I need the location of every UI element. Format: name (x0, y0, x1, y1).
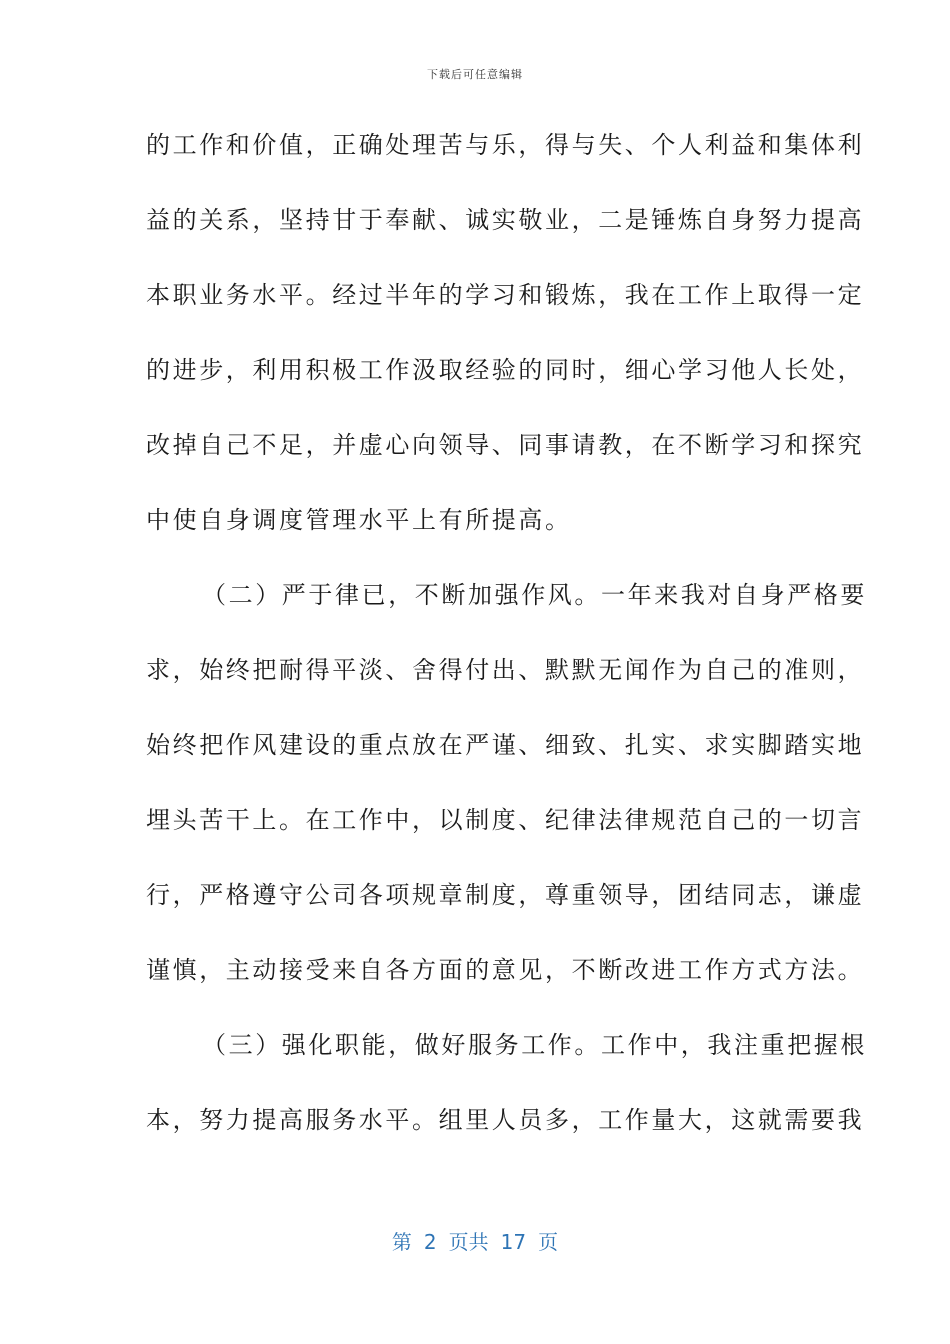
text-line: 求，始终把耐得平淡、舍得付出、默默无闻作为自己的准则， (146, 656, 865, 684)
document-body (146, 121, 867, 1171)
text-line: 改掉自己不足，并虚心向领导、同事请教，在不断学习和探究 (146, 431, 865, 459)
total-pages: 17 (500, 1230, 527, 1254)
text-line: 中使自身调度管理水平上有所提高。 (146, 506, 572, 534)
page-header: 下载后可任意编辑 (427, 68, 523, 81)
page-number: 2 (423, 1230, 437, 1254)
text-line: 的进步，利用积极工作汲取经验的同时，细心学习他人长处， (146, 356, 865, 384)
paragraph-start-line: （三）强化职能，做好服务工作。工作中，我注重把握根 (202, 1031, 867, 1059)
page-prefix: 第 (391, 1230, 412, 1254)
text-line: 埋头苦干上。在工作中，以制度、纪律法律规范自己的一切言 (146, 806, 865, 834)
text-line: 益的关系，坚持甘于奉献、诚实敬业，二是锤炼自身努力提高 (146, 206, 865, 234)
text-line: 本，努力提高服务水平。组里人员多，工作量大，这就需要我 (146, 1106, 865, 1134)
text-line: 行，严格遵守公司各项规章制度，尊重领导，团结同志，谦虚 (146, 881, 865, 909)
text-line: 的工作和价值，正确处理苦与乐，得与失、个人利益和集体利 (146, 131, 865, 159)
paragraph-start-line: （二）严于律已，不断加强作风。一年来我对自身严格要 (202, 581, 867, 609)
page-suffix: 页 (538, 1230, 559, 1254)
text-line: 本职业务水平。经过半年的学习和锻炼，我在工作上取得一定 (146, 281, 865, 309)
page-mid: 页共 (448, 1230, 489, 1254)
text-line: 谨慎，主动接受来自各方面的意见，不断改进工作方式方法。 (146, 956, 865, 984)
text-line: 始终把作风建设的重点放在严谨、细致、扎实、求实脚踏实地 (146, 731, 865, 759)
page-footer (0, 1226, 950, 1255)
